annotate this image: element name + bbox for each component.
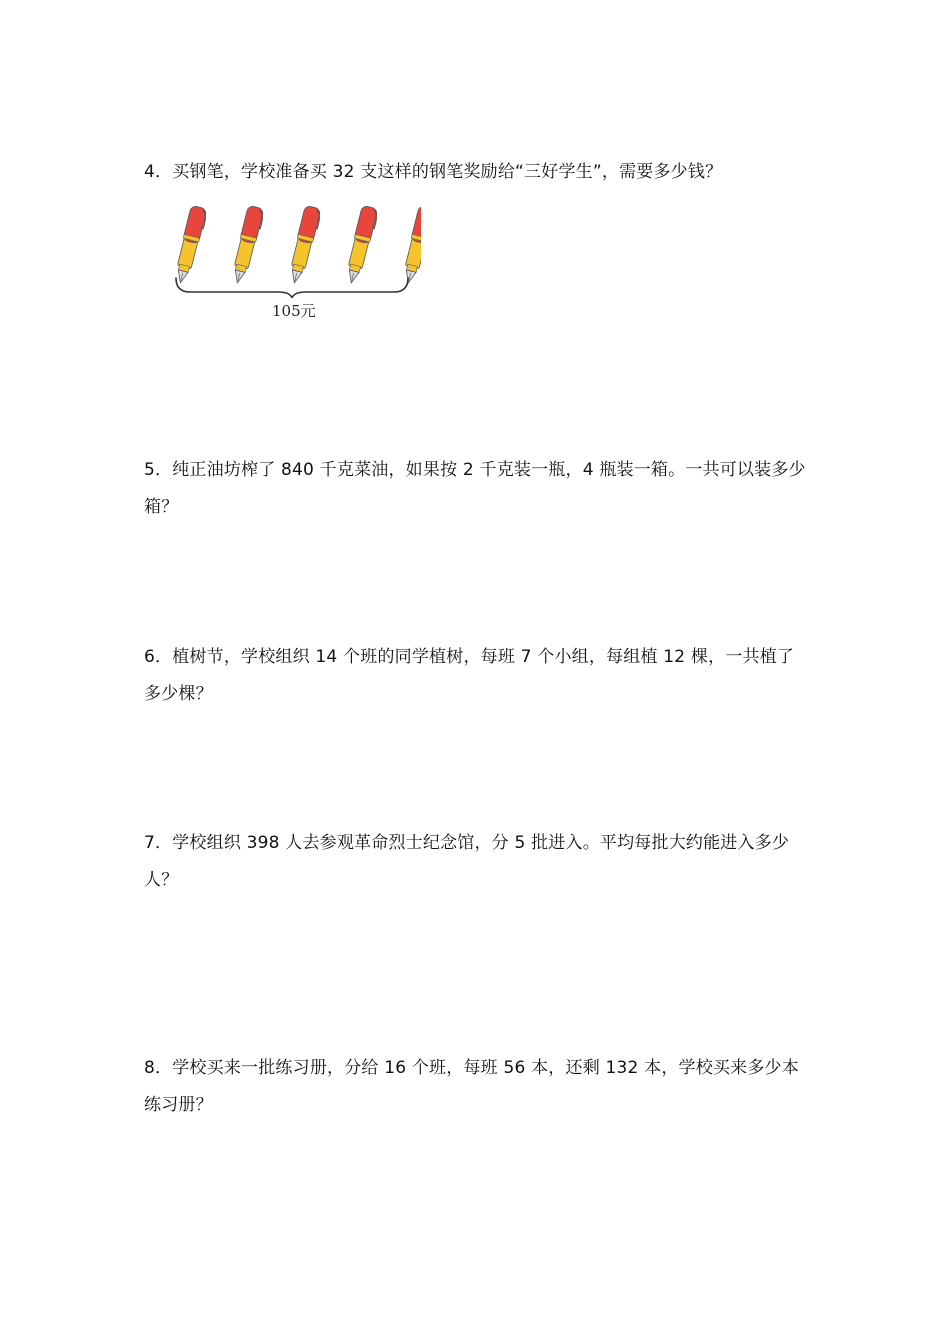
- brace-shape: [176, 278, 408, 298]
- question-8: 8．学校买来一批练习册，分给 16 个班，每班 56 本，还剩 132 本，学校买来多少本练习册？: [144, 1058, 799, 1115]
- question-5: 5．纯正油坊榨了 840 千克菜油，如果按 2 千克装一瓶，4 瓶装一箱。一共可以装多少箱？: [144, 460, 806, 517]
- pens-illustration: [166, 198, 421, 298]
- pen-icon: [344, 205, 380, 285]
- question-7: 7．学校组织 398 人去参观革命烈士纪念馆，分 5 批进入。平均每批大约能进入多少人？: [144, 833, 790, 890]
- pens-figure: [166, 198, 421, 328]
- question-4: 4．买钢笔，学校准备买 32 支这样的钢笔奖励给“三好学生”，需要多少钱？: [144, 162, 723, 182]
- pen-icon: [401, 205, 421, 285]
- question-6: 6．植树节，学校组织 14 个班的同学植树，每班 7 个小组，每组植 12 棵，一共植了多少棵？: [144, 647, 795, 704]
- price-label: 105元: [272, 302, 316, 320]
- pen-icon: [173, 205, 209, 285]
- pen-icon: [230, 205, 266, 285]
- pen-icon: [287, 205, 323, 285]
